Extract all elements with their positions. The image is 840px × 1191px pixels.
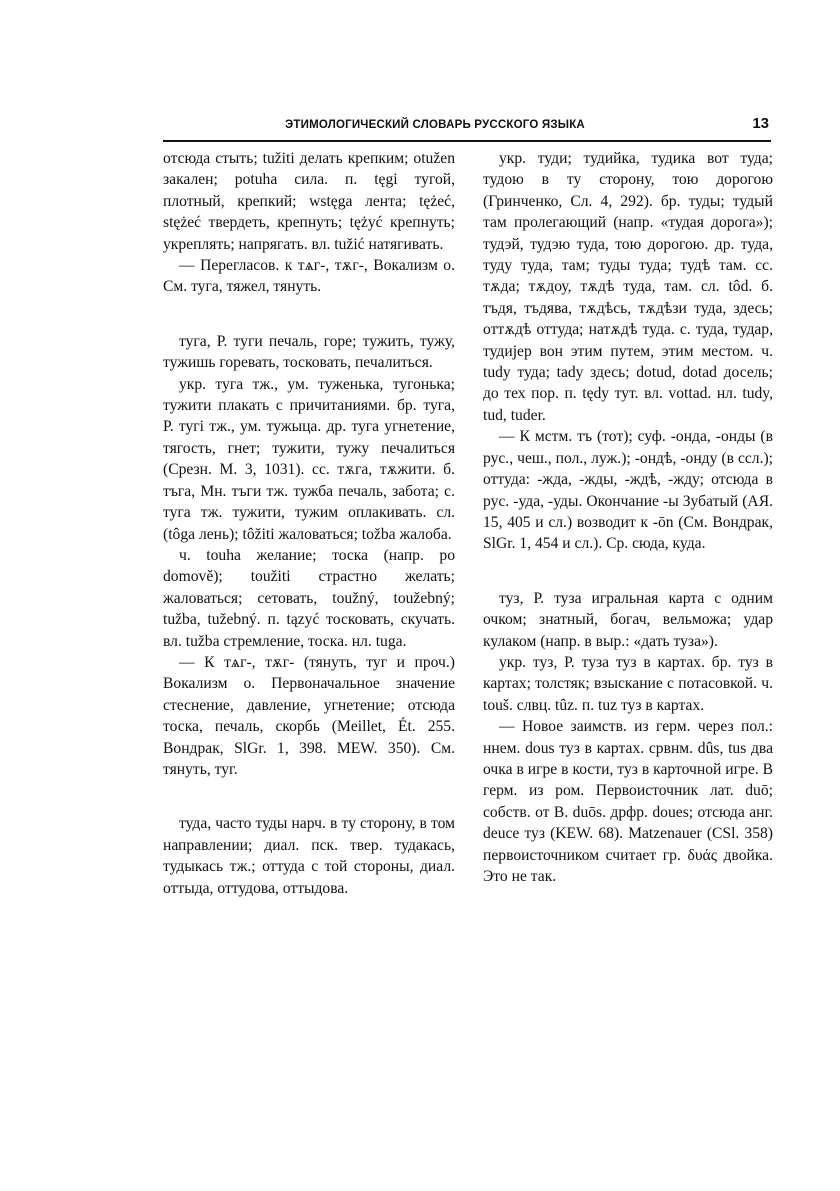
paragraph: — К мстм. тъ (тот); суф. -онда, -онды (в рус., чеш., пол., луж.); -ондѣ, -онду (в ссл.); оттуда: -жда, -жды, -ждѣ, -жду; отсюда в рус. -уда, -уды. Окончание -ы Зубатый (АЯ. 15, 405 и сл.) возводит к -ōn (См. Вондрак, SlGr. 1, 454 и сл.). Ср. сюда, куда.: [483, 428, 773, 553]
header-title: ЭТИМОЛОГИЧЕСКИЙ СЛОВАРЬ РУССКОГО ЯЗЫКА: [285, 119, 585, 131]
paragraph: — К тѧг-, тѫг- (тянуть, туг и проч.) Вокализм о. Первоначальное значение стеснение, давление, угнетение; отсюда тоска, печаль, скорбь (Meillet, Ét. 255. Вондрак, SlGr. 1, 398. MEW. 350). См. тянуть, туг.: [163, 653, 455, 778]
entry-headword-paragraph: туда, часто туды нарч. в ту сторону, в том направлении; диал. пск. твер. тудакась, тудыкась тж.; оттуда с той стороны, диал. оттыда, оттудова, оттыдова.: [163, 815, 455, 897]
entry-gap: [163, 780, 455, 813]
entry-headword-paragraph: туга, Р. туги печаль, горе; тужить, тужу, тужишь горевать, тосковать, печалиться.: [163, 332, 455, 372]
paragraph: отсюда стыть; tužiti делать крепким; otužen закален; potuha сила. п. tęgi тугой, плотный, крепкий; wstęga лента; tężeć, stężeć твердеть, крепнуть; tężyć крепнуть; укреплять; напрягать. вл. tužić натягивать.: [163, 150, 455, 253]
left-column: [163, 148, 455, 899]
paragraph: — Перегласов. к тѧг-, тѫг-, Вокализм о. См. туга, тяжел, тянуть.: [163, 257, 455, 296]
paragraph: — Новое заимств. из герм. через пол.: ннем. dous туз в картах. срвнм. dûs, tus два очка в игре в кости, туз в карточной игре. В герм. из ром. Первоисточник лат. duō; собств. от В. duōs. дрфр. doues; отсюда анг. deuce туз (KEW. 68). Matzenauer (CSl. 358) первоисточником считает гр. δυάς двойка. Это не так.: [483, 718, 773, 885]
paragraph: укр. туди; тудийка, тудика вот туда; тудою в ту сторону, тою дорогою (Гринченко, Сл. 4, 292). бр. туды; тудый там пролегающий (напр. «тудая дорога»); тудэй, тудэю туда, тою дорогою. др. туда, туду туда, там; туды туда; тудѣ там. сс. тѫда; тѫдоу, тѫдѣ туда, там. сл. tôd. б. тъдя, тъдява, тѫдѣсь, тѫдѣзи туда, здесь; оттѫдѣ оттуда; натѫдѣ туда. с. туда, тудар, тудијер вон этим путем, этим местом. ч. tudy туда; tady здесь; dotud, dotad досель; до тех пор. п. tędy тут. вл. vottad. нл. tudy, tud, tuder.: [483, 150, 773, 424]
paragraph: укр. туз, Р. туза туз в картах. бр. туз в картах; толстяк; взыскание с потасовкой. ч. touš. слвц. tûz. п. tuz туз в картах.: [483, 653, 773, 714]
header-rule: [163, 140, 771, 142]
right-column: [483, 148, 773, 887]
paragraph: укр. туга тж., ум. туженька, тугонька; тужити плакать с причитаниями. бр. туга, Р. тугі тж., ум. тужыца. др. туга угнетение, тягость, гнет; тужити, тужу печалиться (Срезн. М. 3, 1031). сс. тѫга, тѫжити. б. тъга, Мн. тъги тж. тужба печаль, забота; с. туга тж. тужити, тужим оплакивать. сл. (tôga лень); tôžiti жаловаться; tožba жалоба.: [163, 375, 455, 543]
entry-gap: [483, 555, 773, 588]
entry-gap: [163, 298, 455, 331]
entry-headword-paragraph: туз, Р. туза игральная карта с одним очком; знатный, богач, вельможа; удар кулаком (напр. в выр.: «дать туза»).: [483, 589, 773, 650]
paragraph: ч. touha желание; тоска (напр. po domově); toužiti страстно желать; жаловаться; сетовать, toužný, toužebný; tužba, tužebný. п. tązyć тосковать, скучать. вл. tužba стремление, тоска. нл. tuga.: [163, 546, 455, 650]
page-number: 13: [752, 115, 769, 132]
running-header: [163, 116, 771, 138]
